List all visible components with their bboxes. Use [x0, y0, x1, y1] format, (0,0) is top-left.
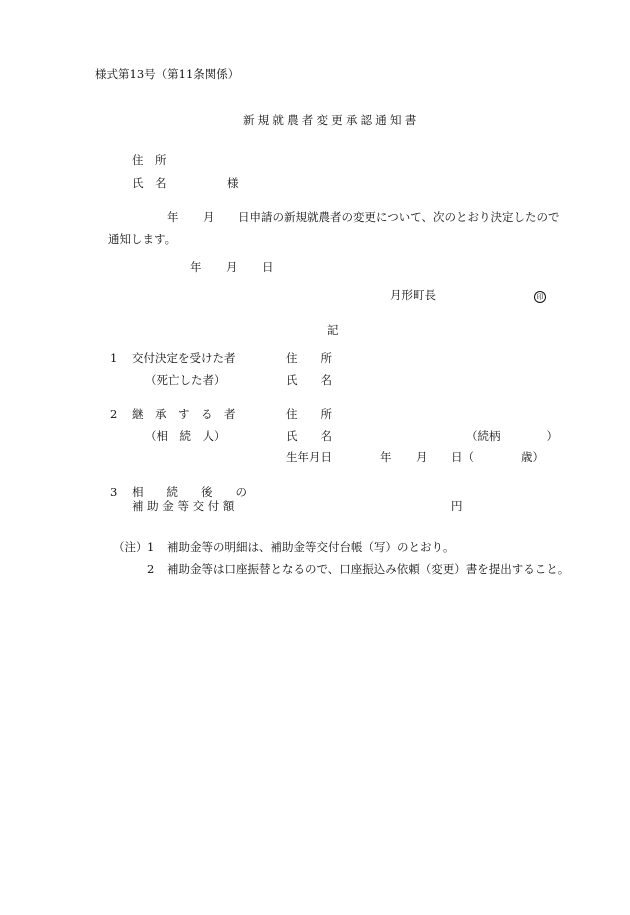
body-year: 年 [167, 210, 179, 224]
item2-birth-day: 日（ [451, 450, 474, 464]
record-heading: 記 [327, 323, 339, 337]
seal-mark-icon: 印 [534, 291, 546, 303]
item2-birth-year: 年 [380, 450, 392, 464]
item3-unit: 円 [451, 499, 463, 513]
issue-date-day: 日 [262, 260, 274, 274]
item1-label: 交付決定を受けた者 [132, 351, 236, 365]
item2-label: 継 承 す る 者 [132, 407, 236, 421]
item2-number: 2 [110, 407, 118, 421]
note1-text: 補助金等の明細は、補助金等交付台帳（写）のとおり。 [167, 540, 455, 554]
note2-text: 補助金等は口座振替となるので、口座振込み依頼（変更）書を提出すること。 [167, 562, 570, 576]
item2-name-label: 氏 名 [286, 429, 332, 443]
item2-sublabel: （相 続 人） [145, 429, 226, 443]
body-month: 月 [203, 210, 215, 224]
item2-address-label: 住 所 [286, 407, 332, 421]
item1-sublabel: （死亡した者） [145, 373, 226, 387]
item1-name-label: 氏 名 [286, 373, 332, 387]
body-text-line2: 通知します。 [108, 232, 177, 246]
form-number: 様式第13号（第11条関係） [95, 67, 240, 81]
document-title: 新規就農者変更承認通知書 [243, 113, 420, 127]
item2-birth-month: 月 [416, 450, 428, 464]
item3-label-line2: 補 助 金 等 交 付 額 [132, 499, 235, 513]
body-text-line1: 日申請の新規就農者の変更について、次のとおり決定したので [238, 210, 560, 224]
addressee-name-label: 氏 名 [132, 176, 167, 190]
item1-address-label: 住 所 [286, 351, 332, 365]
addressee-honorific: 様 [227, 176, 239, 190]
item1-number: 1 [110, 351, 118, 365]
item3-number: 3 [110, 485, 118, 499]
item3-label-line1: 相 続 後 の [132, 485, 247, 499]
item2-birthdate-label: 生年月日 [286, 450, 332, 464]
notes-prefix: （注） [113, 540, 148, 554]
note1-number: 1 [147, 540, 155, 554]
issuer-name: 月形町長 [390, 288, 436, 302]
note2-number: 2 [147, 562, 155, 576]
item2-age: 歳） [521, 450, 544, 464]
issue-date-month: 月 [226, 260, 238, 274]
addressee-address-label: 住 所 [132, 153, 167, 167]
issue-date-year: 年 [190, 260, 202, 274]
item2-relation: （続柄 ） [466, 429, 558, 443]
